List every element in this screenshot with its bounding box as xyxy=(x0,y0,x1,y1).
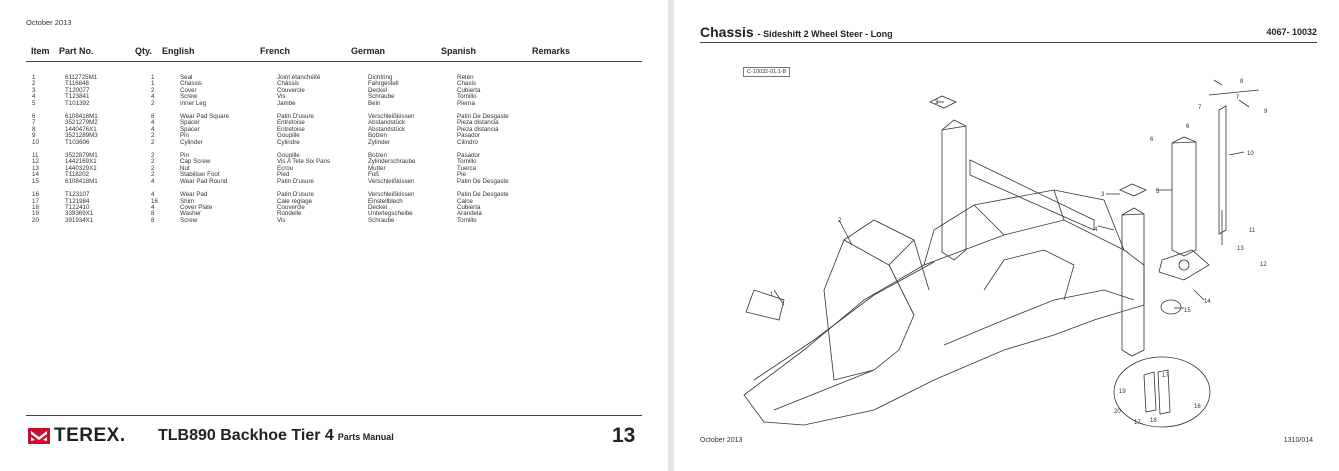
french-name: Couvercle xyxy=(277,86,305,94)
french-name: Vis xyxy=(277,93,286,101)
quantity: 4 xyxy=(151,203,155,211)
svg-text:8: 8 xyxy=(1240,79,1244,85)
spanish-name: Tornillo xyxy=(457,158,477,166)
svg-text:14: 14 xyxy=(1204,299,1211,305)
french-name: Rondelle xyxy=(277,210,302,218)
diagram-reference: C-10032-01.1-B xyxy=(743,67,790,77)
svg-text:13: 13 xyxy=(1237,246,1244,252)
part-number: T101392 xyxy=(65,99,90,107)
english-name: Cylinder xyxy=(180,138,203,146)
svg-text:10: 10 xyxy=(1247,151,1254,157)
english-name: Cover xyxy=(180,86,197,94)
callout-labels xyxy=(770,79,1268,426)
quantity: 4 xyxy=(151,119,155,127)
terex-logo xyxy=(28,425,126,447)
svg-text:1: 1 xyxy=(770,292,774,298)
part-number: 6112725M1 xyxy=(65,74,98,81)
col-english-header: English xyxy=(162,46,195,56)
quantity: 2 xyxy=(151,132,155,140)
german-name: Abstandstück xyxy=(368,125,406,133)
german-name: Bein xyxy=(368,99,381,107)
spanish-name: Arandela xyxy=(457,210,482,218)
german-name: Schraube xyxy=(368,216,395,224)
german-name: Fahrgestell xyxy=(368,80,399,88)
french-name: Entretoise xyxy=(277,119,305,127)
french-name: Vis A Tete Six Pans xyxy=(277,158,331,166)
svg-text:7: 7 xyxy=(1236,95,1240,101)
spanish-name: Pie xyxy=(457,171,466,179)
spanish-name: Retén xyxy=(457,74,474,81)
spanish-name: Calce xyxy=(457,197,473,205)
item-number: 4 xyxy=(32,93,36,101)
english-name: Wear Pad Round xyxy=(180,177,228,185)
part-number: 6108418M1 xyxy=(65,177,98,185)
svg-text:16: 16 xyxy=(1194,404,1201,410)
spanish-name: Patin De Desgaste xyxy=(457,113,509,121)
part-number: 3521289M3 xyxy=(65,132,98,140)
english-name: Spacer xyxy=(180,119,200,127)
svg-text:6: 6 xyxy=(1150,137,1154,143)
part-number: T103606 xyxy=(65,138,90,146)
part-number: T123107 xyxy=(65,191,90,199)
spanish-name: Patin De Desgaste xyxy=(457,177,509,185)
item-number: 17 xyxy=(32,197,39,205)
french-name: Joint étanchéité xyxy=(277,74,321,81)
english-name: Shim xyxy=(180,197,195,205)
svg-text:2: 2 xyxy=(838,218,842,224)
footer-rule xyxy=(26,415,642,416)
svg-text:12: 12 xyxy=(1260,262,1267,268)
quantity: 4 xyxy=(151,177,155,185)
quantity: 16 xyxy=(151,197,158,205)
svg-text:20: 20 xyxy=(1114,409,1121,415)
french-name: Patin D'usure xyxy=(277,177,314,185)
french-name: Vis xyxy=(277,216,286,224)
german-name: Bolzen xyxy=(368,152,387,160)
item-number: 14 xyxy=(32,171,39,179)
english-name: Chassis xyxy=(180,80,203,88)
german-name: Mutter xyxy=(368,164,386,172)
french-name: Châssis xyxy=(277,80,300,88)
english-name: Nut xyxy=(180,164,190,172)
german-name: Zylinderschraube xyxy=(368,158,416,166)
english-name: Wear Pad Square xyxy=(180,113,230,121)
quantity: 2 xyxy=(151,99,155,107)
item-number: 7 xyxy=(32,119,36,127)
french-name: Pied xyxy=(277,171,290,179)
svg-text:17: 17 xyxy=(1134,420,1141,426)
spanish-name: Cilindro xyxy=(457,138,478,146)
german-name: Einstellblech xyxy=(368,197,403,205)
spanish-name: Cubierta xyxy=(457,86,481,94)
french-name: Goupille xyxy=(277,152,300,160)
svg-text:3: 3 xyxy=(935,100,939,106)
part-number: T121984 xyxy=(65,197,90,205)
part-number: 3522879M1 xyxy=(65,152,98,160)
page-date: October 2013 xyxy=(26,18,72,27)
item-number: 16 xyxy=(32,191,39,199)
svg-text:5: 5 xyxy=(1156,189,1160,195)
svg-text:17: 17 xyxy=(1162,373,1169,379)
french-name: Goupille xyxy=(277,132,300,140)
french-name: Patin D'usure xyxy=(277,113,314,121)
part-number: T123841 xyxy=(65,93,90,101)
col-item-header: Item xyxy=(31,46,50,56)
item-number: 15 xyxy=(32,177,39,185)
part-number: 6108416M1 xyxy=(65,113,98,121)
english-name: Screw xyxy=(180,93,198,101)
quantity: 4 xyxy=(151,93,155,101)
french-name: Jambe xyxy=(277,99,296,107)
svg-text:6: 6 xyxy=(1186,124,1190,130)
spanish-name: Tornillo xyxy=(457,93,477,101)
manual-subtitle: Parts Manual xyxy=(337,432,394,442)
german-name: Schraube xyxy=(368,93,395,101)
french-name: Patin D'usure xyxy=(277,191,314,199)
section-title xyxy=(700,24,893,40)
item-number: 10 xyxy=(32,138,39,146)
manual-title-text: TLB890 Backhoe Tier 4 xyxy=(158,427,334,444)
svg-text:18: 18 xyxy=(1150,418,1157,424)
spanish-name: Tornillo xyxy=(457,216,477,224)
english-name: Stabiliser Foot xyxy=(180,171,220,179)
col-qty-header: Qty. xyxy=(135,46,152,56)
german-name: Zylinder xyxy=(368,138,391,146)
item-number: 18 xyxy=(32,203,39,211)
english-name: Pin xyxy=(180,152,189,160)
part-number: 1440329X1 xyxy=(65,164,97,172)
quantity: 2 xyxy=(151,171,155,179)
german-name: Verschleißkissen xyxy=(368,177,415,185)
item-number: 19 xyxy=(32,210,39,218)
part-number: T116848 xyxy=(65,80,89,88)
spanish-name: Chasis xyxy=(457,80,476,88)
quantity: 2 xyxy=(151,164,155,172)
spanish-name: Pasador xyxy=(457,152,481,160)
col-french-header: French xyxy=(260,46,291,56)
german-name: Fuß xyxy=(368,171,380,179)
quantity: 1 xyxy=(151,80,155,88)
part-number: 1440476X1 xyxy=(65,125,97,133)
item-number: 12 xyxy=(32,158,39,166)
section-subtitle: - Sideshift 2 Wheel Steer - Long xyxy=(757,29,893,39)
english-name: Washer xyxy=(180,210,202,218)
col-remarks-header: Remarks xyxy=(532,46,571,56)
item-number: 20 xyxy=(32,216,39,224)
english-name: Pin xyxy=(180,132,189,140)
german-name: Verschleißkissen xyxy=(368,191,415,199)
german-name: Verschleißkissen xyxy=(368,113,415,121)
item-number: 3 xyxy=(32,86,36,94)
german-name: Abstandstück xyxy=(368,119,406,127)
col-spanish-header: Spanish xyxy=(441,46,477,56)
col-german-header: German xyxy=(351,46,386,56)
english-name: Wear Pad xyxy=(180,191,208,199)
svg-text:3: 3 xyxy=(1101,192,1105,198)
table-row xyxy=(26,218,547,224)
english-name: Spacer xyxy=(180,125,200,133)
english-name: Seal xyxy=(180,74,193,81)
page-reference: 1310/014 xyxy=(1283,437,1313,444)
item-number: 6 xyxy=(32,113,36,121)
section-title-text: Chassis xyxy=(700,24,754,40)
item-number: 8 xyxy=(32,125,36,133)
quantity: 4 xyxy=(151,191,155,199)
svg-text:15: 15 xyxy=(1184,308,1191,314)
brand-name: TEREX. xyxy=(54,425,126,446)
section-code: 4067- 10032 xyxy=(1266,27,1317,37)
quantity: 8 xyxy=(151,113,155,121)
german-name: Bolzen xyxy=(368,132,387,140)
english-name: Cover Plate xyxy=(180,203,213,211)
col-part-header: Part No. xyxy=(59,46,94,56)
spanish-name: Pierna xyxy=(457,99,475,107)
quantity: 2 xyxy=(151,158,155,166)
quantity: 1 xyxy=(151,74,155,81)
part-number: 3521279M2 xyxy=(65,119,98,127)
part-number: 339369X1 xyxy=(65,210,94,218)
spanish-name: Tuerca xyxy=(457,164,477,172)
right-page xyxy=(674,0,1339,471)
french-name: Cale réglage xyxy=(277,197,313,205)
spanish-name: Cubierta xyxy=(457,203,481,211)
quantity: 2 xyxy=(151,138,155,146)
chassis-exploded-diagram xyxy=(674,50,1339,430)
page-date: October 2013 xyxy=(700,437,743,444)
french-name: Cylindre xyxy=(277,138,300,146)
spanish-name: Pieza distancia xyxy=(457,119,499,127)
spanish-name: Pasador xyxy=(457,132,481,140)
page-number: 13 xyxy=(612,424,636,447)
part-number: 391934X1 xyxy=(65,216,94,224)
item-number: 9 xyxy=(32,132,36,140)
german-name: Dichtring xyxy=(368,74,393,81)
french-name: Entretoise xyxy=(277,125,305,133)
part-number: T122410 xyxy=(65,203,90,211)
english-name: Inner Leg xyxy=(180,99,207,107)
svg-text:19: 19 xyxy=(1119,389,1126,395)
terex-emblem-icon xyxy=(28,428,50,444)
quantity: 8 xyxy=(151,216,155,224)
french-name: Ecrou xyxy=(277,164,294,172)
part-number: T118202 xyxy=(65,171,89,179)
left-page xyxy=(0,0,668,471)
svg-text:7: 7 xyxy=(1198,105,1202,111)
title-rule xyxy=(700,42,1317,43)
item-number: 1 xyxy=(32,74,36,81)
manual-title xyxy=(158,427,394,445)
german-name: Unterlegscheibe xyxy=(368,210,413,218)
item-number: 2 xyxy=(32,80,36,88)
french-name: Couvercle xyxy=(277,203,305,211)
part-number: 1442169X1 xyxy=(65,158,97,166)
parts-table xyxy=(26,75,547,224)
svg-text:9: 9 xyxy=(1264,109,1268,115)
quantity: 8 xyxy=(151,210,155,218)
part-number: T120077 xyxy=(65,86,90,94)
header-rule xyxy=(26,61,642,62)
german-name: Deckel xyxy=(368,86,387,94)
spanish-name: Patin De Desgaste xyxy=(457,191,509,199)
svg-text:4: 4 xyxy=(1094,227,1098,233)
quantity: 2 xyxy=(151,152,155,160)
svg-text:11: 11 xyxy=(1249,228,1256,234)
english-name: Screw xyxy=(180,216,198,224)
quantity: 4 xyxy=(151,125,155,133)
spanish-name: Pieza distancia xyxy=(457,125,499,133)
quantity: 2 xyxy=(151,86,155,94)
item-number: 13 xyxy=(32,164,39,172)
english-name: Cap Screw xyxy=(180,158,211,166)
item-number: 5 xyxy=(32,99,36,107)
german-name: Deckel xyxy=(368,203,387,211)
item-number: 11 xyxy=(32,152,39,160)
